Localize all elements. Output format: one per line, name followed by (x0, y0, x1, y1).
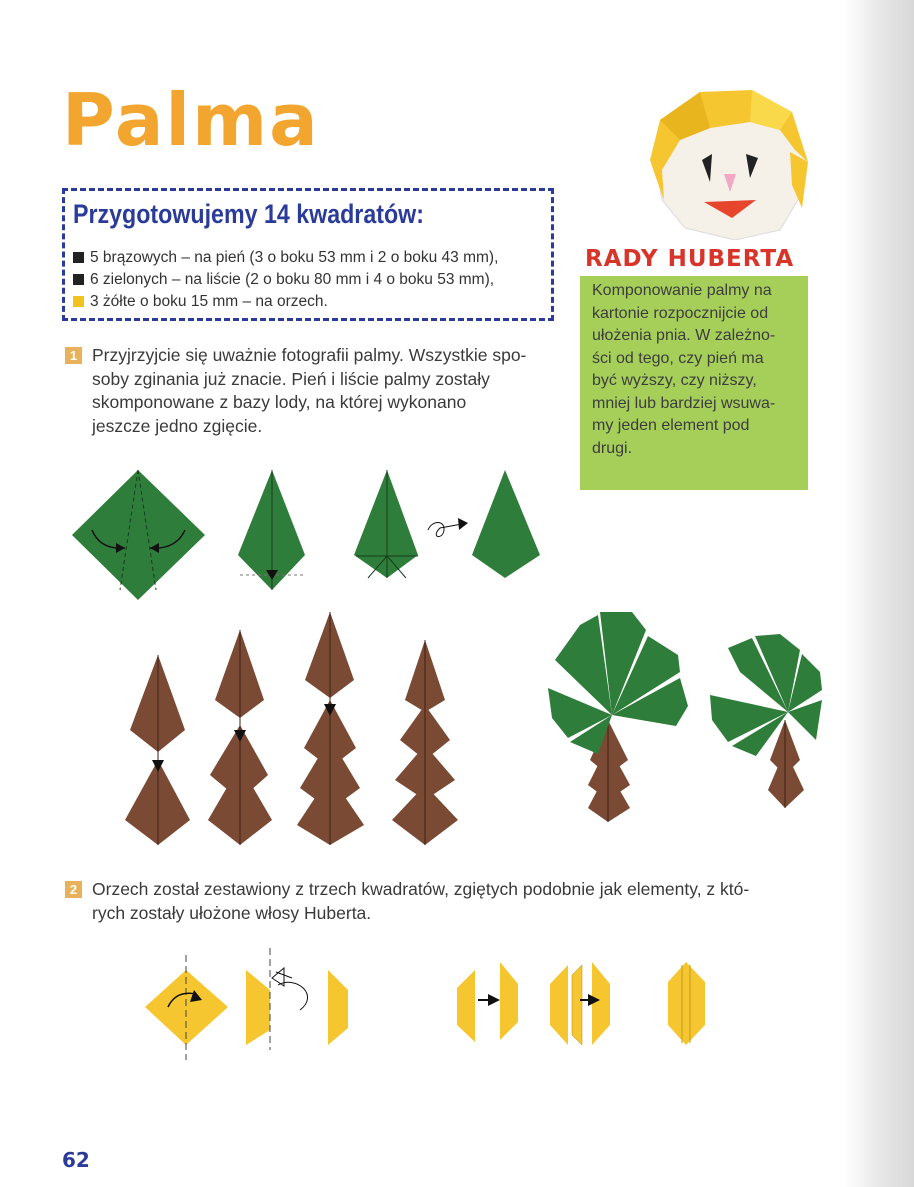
leaf-fold-diagram-2 (238, 470, 305, 590)
trunk-diagram-3 (297, 612, 364, 845)
step-number: 1 (65, 347, 82, 364)
nut-fold-diagram-5 (550, 962, 610, 1045)
leaf-fold-diagram-4 (472, 470, 540, 578)
step-1-text: Przyjrzyjcie się uważnie fotografii palmy. Wszystkie spo- soby zginania już znacie. Pień i liście palmy zostały skomponowane z bazy lody, na której wykonano jeszcze jedno zgięcie. (92, 345, 527, 436)
nut-fold-diagram-1 (145, 955, 228, 1060)
tips-title: RADY HUBERTA (585, 246, 795, 272)
materials-heading: Przygotowujemy 14 kwadratów: (73, 199, 424, 229)
leaf-fold-diagram-1 (72, 470, 205, 600)
nut-fold-diagram-6 (668, 962, 705, 1045)
palm-tree-illustration-1 (548, 612, 688, 822)
page-title: Palma (62, 78, 320, 162)
trunk-diagram-4 (392, 640, 458, 845)
step-number: 2 (65, 881, 82, 898)
list-item: 6 zielonych – na liście (2 o boku 80 mm i 4 o boku 53 mm), (73, 269, 498, 291)
list-item: 3 żółte o boku 15 mm – na orzech. (73, 291, 498, 313)
nut-fold-diagram-4 (457, 962, 518, 1042)
trunk-diagram-2 (208, 630, 272, 845)
nut-fold-diagram-2 (246, 948, 308, 1050)
trunk-diagram-1 (125, 655, 190, 845)
nut-fold-diagram-3 (328, 970, 348, 1045)
page-number: 62 (62, 1148, 90, 1172)
tips-text: Komponowanie palmy na kartonie rozpocznijcie od ułożenia pnia. W zależno- ści od tego, czy pień ma być wyższy, czy niższy, mniej lub bardziej wsuwa- my jeden element pod drugi. (592, 282, 776, 457)
leaf-fold-diagram-3 (354, 470, 468, 578)
step-2-text: Orzech został zestawiony z trzech kwadratów, zgiętych podobnie jak elementy, z któ- rych zostały ułożone włosy Huberta. (92, 879, 750, 923)
palm-tree-illustration-2 (710, 634, 822, 808)
list-item: 5 brązowych – na pień (3 o boku 53 mm i 2 o boku 43 mm), (73, 247, 498, 269)
